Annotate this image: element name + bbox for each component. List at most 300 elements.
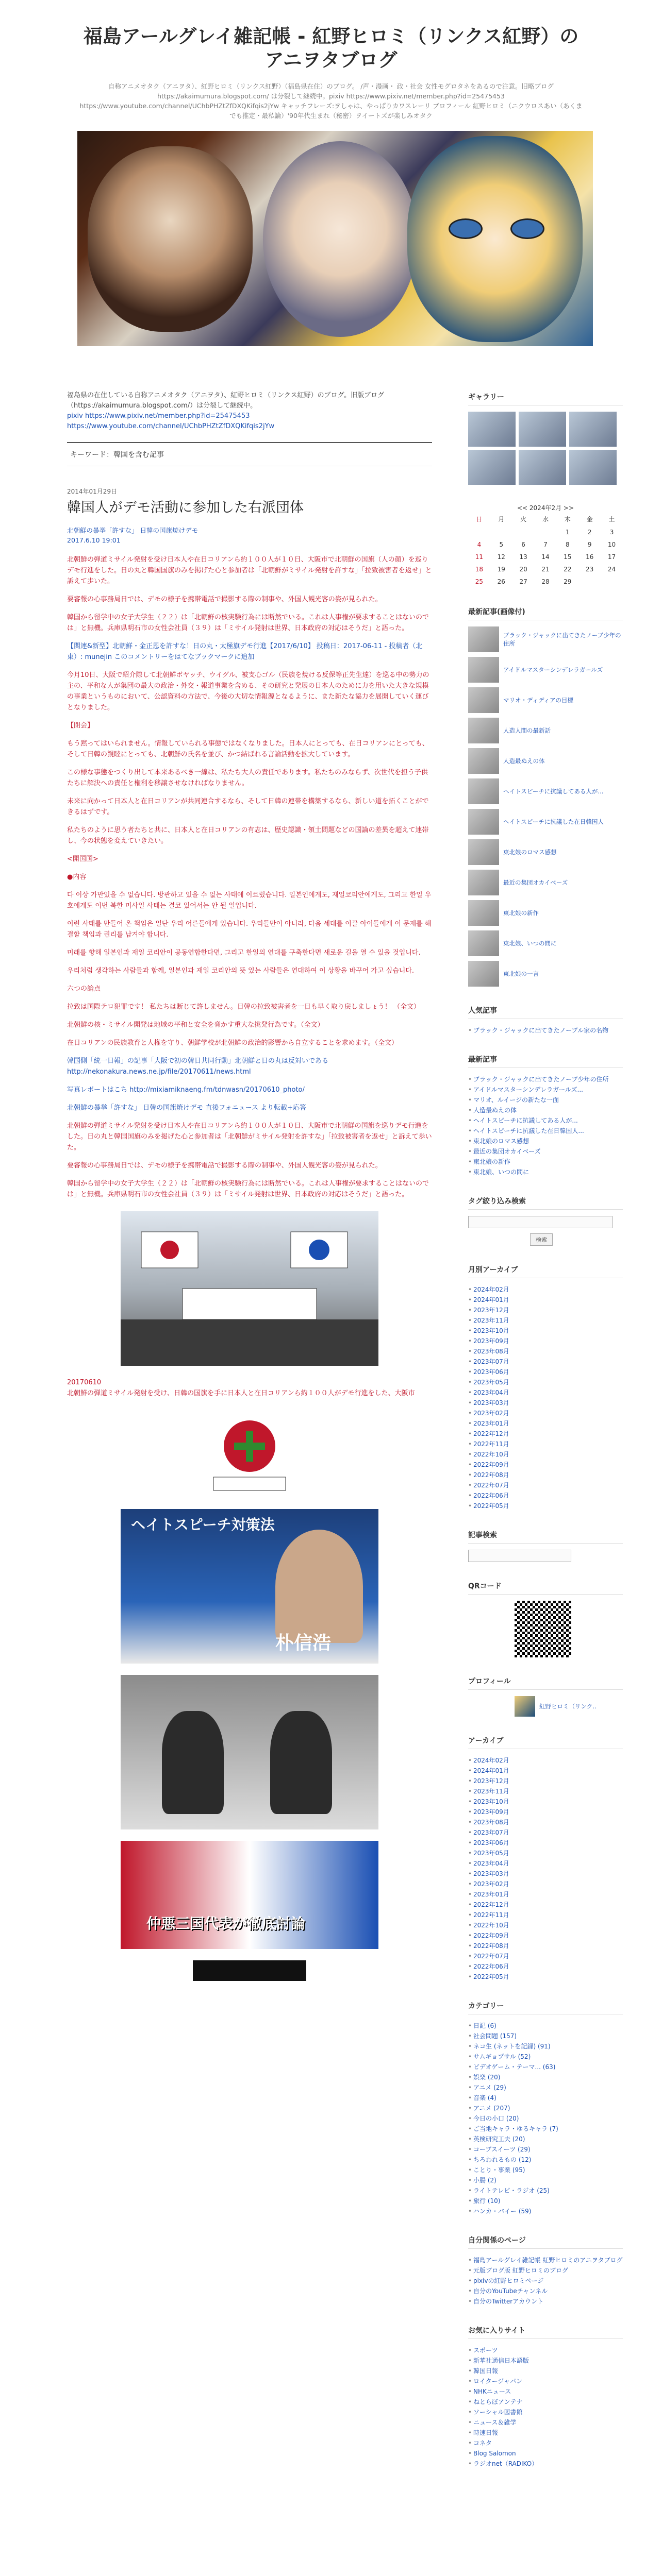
post-date: 2014年01月29日: [67, 488, 118, 495]
archive2-item[interactable]: [468, 1920, 623, 1930]
popular-link[interactable]: ブラック・ジャックに出てきたノーブル家の名物: [473, 1027, 609, 1034]
category-link[interactable]: コーブスイーツ (29): [473, 2146, 531, 2153]
favorite-item[interactable]: [468, 2376, 623, 2386]
calendar-day[interactable]: 29: [564, 578, 572, 585]
archive-item[interactable]: [468, 1408, 623, 1418]
gallery-thumb[interactable]: [468, 450, 516, 485]
recent-thumb-image[interactable]: [468, 657, 499, 683]
calendar-day[interactable]: 27: [519, 578, 527, 585]
recent-link[interactable]: 東北娘の新作: [473, 1158, 511, 1165]
category-item[interactable]: [468, 2021, 623, 2031]
recent-thumb-title[interactable]: 人造人間の最新話: [503, 727, 551, 734]
calendar-day[interactable]: 26: [497, 578, 505, 585]
favorite-item[interactable]: [468, 2438, 623, 2448]
archive2-link[interactable]: 2023年01月: [473, 1891, 509, 1898]
category-link[interactable]: 英検研究工夫 (20): [473, 2136, 525, 2143]
calendar-day[interactable]: 14: [541, 553, 550, 561]
calendar-day[interactable]: 2: [587, 529, 592, 536]
favorite-link[interactable]: 韓国日報: [473, 2367, 499, 2375]
poster-person: [275, 1530, 363, 1643]
recent-link[interactable]: アイドルマスターシンデレラガールズ...: [473, 1086, 583, 1093]
calendar-day[interactable]: 6: [521, 541, 525, 548]
favorite-link[interactable]: コネタ: [473, 2439, 492, 2447]
category-link[interactable]: 今日の小口 (20): [473, 2115, 519, 2122]
recent-item[interactable]: [468, 1136, 623, 1146]
archive2-link[interactable]: 2022年06月: [473, 1963, 509, 1970]
recent-thumb-item[interactable]: [468, 870, 623, 895]
archive-item[interactable]: [468, 1305, 623, 1315]
calendar-day[interactable]: 17: [607, 553, 616, 561]
archive2-link[interactable]: 2023年08月: [473, 1819, 509, 1826]
archive2-link[interactable]: 2022年12月: [473, 1901, 509, 1908]
calendar-day[interactable]: 15: [564, 553, 572, 561]
category-item[interactable]: [468, 2072, 623, 2082]
archive2-item[interactable]: [468, 1941, 623, 1951]
favorite-link[interactable]: Blog Salomon: [473, 2450, 516, 2457]
category-item[interactable]: [468, 2093, 623, 2103]
recent-thumb-item[interactable]: [468, 657, 623, 683]
archive2-link[interactable]: 2022年10月: [473, 1922, 509, 1929]
archive2-link[interactable]: 2022年08月: [473, 1942, 509, 1950]
recent-thumb-heading: 最新記事(画像付): [468, 606, 623, 620]
favorite-item[interactable]: [468, 2448, 623, 2459]
calendar-nav[interactable]: << 2024年2月 >>: [517, 504, 574, 512]
calendar-day[interactable]: 22: [564, 566, 572, 573]
gallery-thumb[interactable]: [519, 450, 566, 485]
calendar-day[interactable]: 16: [586, 553, 594, 561]
related-link[interactable]: 福島アールグレイ雑記帳 紅野ヒロミのアニヲタブログ: [473, 2257, 623, 2264]
archive-link[interactable]: 2023年02月: [473, 1410, 509, 1417]
search-input[interactable]: [468, 1550, 571, 1562]
post-paragraph: 다 이상 가만있을 수 없습니다. 방관하고 있을 수 없는 사태에 이르렀습니다. 일본인에게도, 재일코리안에게도, 그리고 한일 우호에게도 이번 북한 미사일 사태는 결코 있어서는 안 될 일입니다.: [67, 891, 432, 910]
calendar-day[interactable]: 12: [497, 553, 505, 561]
archive-link[interactable]: 2023年01月: [473, 1420, 509, 1427]
recent-link[interactable]: マリオ、ルイージの新たな一面: [473, 1096, 559, 1104]
archive2-item[interactable]: [468, 1972, 623, 1982]
archive2-link[interactable]: 2023年12月: [473, 1777, 509, 1785]
recent-item[interactable]: [468, 1095, 623, 1105]
recent-item[interactable]: [468, 1167, 623, 1177]
recent-thumb-item[interactable]: [468, 626, 623, 652]
category-item[interactable]: [468, 2165, 623, 2175]
favorite-link[interactable]: ニュース＆雑学: [473, 2419, 517, 2426]
archive2-item[interactable]: [468, 1961, 623, 1972]
recent-link[interactable]: 人造最ぬえの体: [473, 1107, 517, 1114]
recent-item[interactable]: [468, 1105, 623, 1115]
archive-item[interactable]: [468, 1460, 623, 1470]
recent-thumb-title[interactable]: 東北娘の一言: [503, 970, 539, 977]
calendar-day[interactable]: 18: [475, 566, 484, 573]
category-link[interactable]: ネコ生 (ネットを記録) (91): [473, 2043, 551, 2050]
category-item[interactable]: [468, 2062, 623, 2072]
post-source-date: 2017.6.10 19:01: [67, 536, 121, 544]
recent-thumb-title[interactable]: 東北娘、いつの間に: [503, 940, 557, 947]
recent-thumb-image[interactable]: [468, 748, 499, 774]
gallery-heading: ギャラリー: [468, 392, 623, 405]
archive-link[interactable]: 2024年02月: [473, 1286, 509, 1293]
archive-link[interactable]: 2022年06月: [473, 1492, 509, 1499]
recent-thumb-item[interactable]: [468, 687, 623, 713]
tag-search-button[interactable]: 検索: [530, 1233, 553, 1246]
archive-item[interactable]: [468, 1367, 623, 1377]
archive-item[interactable]: [468, 1490, 623, 1501]
archive-item[interactable]: [468, 1336, 623, 1346]
favorite-item[interactable]: [468, 2366, 623, 2376]
recent-thumb-item[interactable]: [468, 900, 623, 926]
archive-link[interactable]: 2023年12月: [473, 1307, 509, 1314]
recent-item[interactable]: [468, 1115, 623, 1126]
calendar-day: [535, 526, 557, 538]
archive2-item[interactable]: [468, 1766, 623, 1776]
recent-thumb-title[interactable]: アイドルマスターシンデレラガールズ: [503, 666, 603, 673]
favorite-item[interactable]: [468, 2355, 623, 2366]
related-item[interactable]: [468, 2255, 623, 2265]
category-item[interactable]: [468, 2082, 623, 2093]
archive2-item[interactable]: [468, 1827, 623, 1838]
post-meta: [67, 526, 432, 545]
archive2-link[interactable]: 2023年05月: [473, 1850, 509, 1857]
archive-link[interactable]: 2022年11月: [473, 1440, 509, 1448]
related-link[interactable]: 自分のTwitterアカウント: [473, 2298, 544, 2305]
post-paragraph: 北朝鮮の核・ミサイル開発は地域の平和と安全を脅かす重大な挑発行為です。（全文）: [67, 1021, 324, 1029]
recent-link[interactable]: 東北娘のロマス感想: [473, 1138, 529, 1145]
post-paragraph: 六つの論点: [67, 985, 101, 993]
category-item[interactable]: [468, 2175, 623, 2185]
recent-thumb-list: [468, 626, 623, 987]
favorite-link[interactable]: 新華社通信日本語版: [473, 2357, 529, 2364]
archive-link[interactable]: 2022年07月: [473, 1482, 509, 1489]
recent-thumb-title[interactable]: 最近の集団オカイベーズ: [503, 879, 568, 886]
archive-link[interactable]: 2023年10月: [473, 1327, 509, 1334]
category-item[interactable]: [468, 2134, 623, 2144]
category-item[interactable]: [468, 2144, 623, 2155]
avatar[interactable]: [515, 1696, 535, 1717]
gallery-section: [468, 392, 623, 485]
intro-youtube-link[interactable]: https://www.youtube.com/channel/UChbPHZtZfDXQKifqis2jYw: [67, 422, 275, 430]
calendar-day[interactable]: 19: [497, 566, 505, 573]
post-source-link[interactable]: 北朝鮮の暴挙「許すな」 日韓の国旗焼けデモ: [67, 527, 198, 534]
category-link[interactable]: サムギョプサル (52): [473, 2053, 531, 2060]
category-heading: カテゴリー: [468, 2001, 623, 2014]
favorite-item[interactable]: [468, 2407, 623, 2417]
archive2-item[interactable]: [468, 1910, 623, 1920]
tag-select[interactable]: [468, 1216, 613, 1228]
archive2-item[interactable]: [468, 1817, 623, 1827]
archive-item[interactable]: [468, 1480, 623, 1490]
favorite-item[interactable]: [468, 2459, 623, 2469]
archive2-link[interactable]: 2023年02月: [473, 1880, 509, 1888]
related-link[interactable]: 自分のYouTubeチャンネル: [473, 2287, 548, 2295]
calendar-weekday: 水: [542, 516, 549, 523]
related-item[interactable]: [468, 2296, 623, 2307]
archive-link[interactable]: 2023年06月: [473, 1368, 509, 1376]
category-item[interactable]: [468, 2052, 623, 2062]
recent-thumb-image[interactable]: [468, 626, 499, 652]
gallery-thumb[interactable]: [468, 412, 516, 447]
post-photo-demo[interactable]: [121, 1211, 378, 1366]
archive-item[interactable]: [468, 1439, 623, 1449]
archive-item[interactable]: [468, 1429, 623, 1439]
category-item[interactable]: [468, 2206, 623, 2216]
post-poster-debate[interactable]: [121, 1841, 378, 1949]
recent-thumb-item[interactable]: [468, 839, 623, 865]
favorite-item[interactable]: [468, 2417, 623, 2428]
archive2-item[interactable]: [468, 1776, 623, 1786]
archive-link[interactable]: 2024年01月: [473, 1296, 509, 1303]
gallery-thumb[interactable]: [569, 412, 617, 447]
calendar-day[interactable]: 13: [519, 553, 527, 561]
archive-item[interactable]: [468, 1357, 623, 1367]
related-link[interactable]: pixivの紅野ヒロミページ: [473, 2277, 544, 2284]
recent-thumb-image[interactable]: [468, 900, 499, 926]
recent-thumb-title[interactable]: マリオ・ディディアの目標: [503, 697, 574, 704]
recent-thumb-title[interactable]: 東北娘のロマス感想: [503, 849, 557, 856]
archive2-item[interactable]: [468, 1900, 623, 1910]
recent-item[interactable]: [468, 1126, 623, 1136]
recent-thumb-image[interactable]: [468, 687, 499, 713]
category-link[interactable]: 小腸 (2): [473, 2177, 496, 2184]
post-link-paragraph[interactable]: 写真レポートはこち http://mixiamiknaeng.fm/tdnwasn/20170610_photo/: [67, 1086, 305, 1094]
archive2-link[interactable]: 2022年11月: [473, 1911, 509, 1919]
post-logo-image[interactable]: [198, 1410, 301, 1498]
archive2-link[interactable]: 2024年02月: [473, 1757, 509, 1764]
category-item[interactable]: [468, 2103, 623, 2113]
archive2-item[interactable]: [468, 1838, 623, 1848]
calendar-day[interactable]: 28: [541, 578, 550, 585]
archive2-item[interactable]: [468, 1786, 623, 1797]
archive-link[interactable]: 2023年11月: [473, 1317, 509, 1324]
recent-thumb-item[interactable]: [468, 778, 623, 804]
calendar-weekday: 土: [608, 516, 615, 523]
poster-name: 朴信浩: [275, 1633, 332, 1654]
favorite-item[interactable]: [468, 2345, 623, 2355]
archive-link[interactable]: 2023年03月: [473, 1399, 509, 1406]
calendar-day[interactable]: 9: [587, 541, 592, 548]
archive-link[interactable]: 2022年05月: [473, 1502, 509, 1510]
category-link[interactable]: ライトテレビ・ラジオ (25): [473, 2187, 550, 2194]
favorite-link[interactable]: 時速日報: [473, 2429, 499, 2436]
calendar-day[interactable]: 1: [565, 529, 570, 536]
category-link[interactable]: 社会問題 (157): [473, 2032, 517, 2040]
favorite-link[interactable]: ソーシャル図書館: [473, 2409, 523, 2416]
blog-title[interactable]: 福島アールグレイ雑記帳 - 紅野ヒロミ（リンクス紅野）のアニヲタブログ: [83, 25, 579, 71]
category-item[interactable]: [468, 2124, 623, 2134]
related-item[interactable]: [468, 2265, 623, 2276]
calendar-day[interactable]: 25: [475, 578, 484, 585]
archive-item[interactable]: [468, 1501, 623, 1511]
archive-link[interactable]: 2022年08月: [473, 1471, 509, 1479]
post-paragraph: 미래를 향해 일본인과 재일 코리안이 공동연합한다면, 그리고 한일의 연대를 구축한다면 새로운 길을 열 수 있을 것입니다.: [67, 949, 421, 957]
post-title[interactable]: 韓国人がデモ活動に参加した右派団体: [67, 500, 304, 516]
recent-thumb-image[interactable]: [468, 809, 499, 835]
archive-item[interactable]: [468, 1470, 623, 1480]
archive2-link[interactable]: 2023年07月: [473, 1829, 509, 1836]
category-item[interactable]: [468, 2113, 623, 2124]
category-link[interactable]: 娯楽 (20): [473, 2074, 501, 2081]
category-link[interactable]: ハンカ・バイー (59): [473, 2208, 532, 2215]
post-paragraph: <開国国>: [67, 855, 98, 863]
related-heading: 自分関係のページ: [468, 2235, 623, 2249]
archive2-item[interactable]: [468, 1797, 623, 1807]
favorite-link[interactable]: ロイタージャパン: [473, 2378, 523, 2385]
category-link[interactable]: ちろわれるもの (12): [473, 2156, 532, 2163]
archive-link[interactable]: 2023年05月: [473, 1379, 509, 1386]
archive-item[interactable]: [468, 1398, 623, 1408]
search-section: [468, 1530, 623, 1562]
recent-item[interactable]: [468, 1084, 623, 1095]
archive-link[interactable]: 2023年07月: [473, 1358, 509, 1365]
recent-link[interactable]: ヘイトスピーチに抗議した在日韓国人...: [473, 1127, 584, 1134]
category-link[interactable]: ご当地キャラ・ゆるキャラ (7): [473, 2125, 558, 2132]
archive2-link[interactable]: 2022年09月: [473, 1932, 509, 1939]
category-link[interactable]: ビデオゲーム・テーマ... (63): [473, 2063, 556, 2071]
archive2-item[interactable]: [468, 1869, 623, 1879]
recent-section: [468, 1054, 623, 1177]
calendar-weekday: 金: [586, 516, 593, 523]
archive2-link[interactable]: 2023年10月: [473, 1798, 509, 1805]
favorite-list: [468, 2345, 623, 2469]
archive2-link[interactable]: 2023年11月: [473, 1788, 509, 1795]
blog-intro: [67, 355, 432, 432]
archive-item[interactable]: [468, 1326, 623, 1336]
archive2-item[interactable]: [468, 1879, 623, 1889]
recent-thumb-image[interactable]: [468, 718, 499, 743]
recent-thumb-title[interactable]: ヘイトスピーチに抗議した在日韓国人: [503, 818, 604, 825]
archive-item[interactable]: [468, 1449, 623, 1460]
calendar-day[interactable]: 4: [477, 541, 482, 548]
archive2-link[interactable]: 2024年01月: [473, 1767, 509, 1774]
archive2-link[interactable]: 2023年03月: [473, 1870, 509, 1877]
category-link[interactable]: ことり・事業 (95): [473, 2166, 525, 2174]
recent-thumb-image[interactable]: [468, 930, 499, 956]
calendar-day[interactable]: 20: [519, 566, 527, 573]
recent-thumb-item[interactable]: [468, 718, 623, 743]
calendar-day[interactable]: 11: [475, 553, 484, 561]
category-item[interactable]: [468, 2041, 623, 2052]
popular-item[interactable]: [468, 1025, 623, 1036]
archive-link[interactable]: 2022年12月: [473, 1430, 509, 1437]
recent-item[interactable]: [468, 1074, 623, 1084]
favorite-link[interactable]: ラジオnet（RADIKO）: [473, 2460, 538, 2467]
archive2-link[interactable]: 2023年06月: [473, 1839, 509, 1846]
archive-item[interactable]: [468, 1377, 623, 1387]
archive2-item[interactable]: [468, 1755, 623, 1766]
archive2-link[interactable]: 2022年07月: [473, 1953, 509, 1960]
recent-thumb-title[interactable]: ブラック・ジャックに出てきたノーブ少年の住所: [503, 632, 621, 647]
recent-thumb-item[interactable]: [468, 809, 623, 835]
archive2-link[interactable]: 2023年04月: [473, 1860, 509, 1867]
photo-caption: 北朝鮮の弾道ミサイル発射を受け、日韓の国旗を手に日本人と在日コリアンら約１００人がデモ行進をした、大阪市: [67, 1389, 415, 1397]
category-item[interactable]: [468, 2155, 623, 2165]
calendar-day[interactable]: 3: [609, 529, 614, 536]
recent-item[interactable]: [468, 1146, 623, 1157]
related-link[interactable]: 元版ブログ版 紅野ヒロミのブログ: [473, 2267, 568, 2274]
archive2-item[interactable]: [468, 1858, 623, 1869]
archive-item[interactable]: [468, 1284, 623, 1295]
calendar-day[interactable]: 21: [541, 566, 550, 573]
category-item[interactable]: [468, 2185, 623, 2196]
favorite-item[interactable]: [468, 2397, 623, 2407]
post-poster-hate-speech[interactable]: [121, 1509, 378, 1664]
archive2-item[interactable]: [468, 1930, 623, 1941]
calendar-day[interactable]: 24: [607, 566, 616, 573]
category-link[interactable]: 日記 (6): [473, 2022, 496, 2029]
category-item[interactable]: [468, 2031, 623, 2041]
recent-thumb-title[interactable]: 東北娘の新作: [503, 909, 539, 917]
recent-thumb-title[interactable]: 人造最ぬえの体: [503, 757, 545, 765]
archive-link[interactable]: 2022年10月: [473, 1451, 509, 1458]
category-link[interactable]: アニメ (207): [473, 2105, 510, 2112]
archive-link[interactable]: 2022年09月: [473, 1461, 509, 1468]
archive-link[interactable]: 2023年04月: [473, 1389, 509, 1396]
archive-link[interactable]: 2023年09月: [473, 1337, 509, 1345]
gallery-thumb[interactable]: [519, 412, 566, 447]
category-link[interactable]: 音楽 (4): [473, 2094, 496, 2102]
archive2-item[interactable]: [468, 1951, 623, 1961]
archive2-item[interactable]: [468, 1848, 623, 1858]
calendar-day[interactable]: 8: [565, 541, 570, 548]
related-item[interactable]: [468, 2286, 623, 2296]
favorite-item[interactable]: [468, 2386, 623, 2397]
profile-name-link[interactable]: 紅野ヒロミ（リンク..: [539, 1703, 597, 1710]
recent-thumb-item[interactable]: [468, 930, 623, 956]
recent-link[interactable]: 最近の集団オカイベーズ: [473, 1148, 541, 1155]
gallery-thumb[interactable]: [569, 450, 617, 485]
archive-item[interactable]: [468, 1315, 623, 1326]
post-paragraph: 【関連&新型】北朝鮮・金正恩を許すな！日の丸・太極旗デモ行進【2017/6/10】 投稿日：2017-06-11 - 投稿者（北東）: munejin このコメントリーをはてなブックマークに追加: [67, 642, 423, 661]
post-link-paragraph[interactable]: 韓国側「統一日報」の記事「大阪で初の韓日共同行動」北朝鮮と日の丸は反対いである http://nekonakura.news.ne.jp/file/20170611/news.html: [67, 1057, 329, 1076]
recent-link[interactable]: ヘイトスピーチに抗議してある人が...: [473, 1117, 578, 1124]
archive-item[interactable]: [468, 1387, 623, 1398]
favorite-link[interactable]: ねとらぼアンテナ: [473, 2398, 523, 2405]
recent-thumb-image[interactable]: [468, 961, 499, 987]
archive-item[interactable]: [468, 1295, 623, 1305]
recent-link[interactable]: 東北娘、いつの間に: [473, 1168, 529, 1176]
recent-item[interactable]: [468, 1157, 623, 1167]
category-link[interactable]: 旅行 (10): [473, 2197, 501, 2205]
post-small-banner[interactable]: [193, 1960, 306, 1981]
favorite-link[interactable]: NHKニュース: [473, 2388, 511, 2395]
archive2-item[interactable]: [468, 1889, 623, 1900]
recent-thumb-title[interactable]: ヘイトスピーチに抗議してある人が...: [503, 788, 604, 795]
recent-thumb-image[interactable]: [468, 778, 499, 804]
calendar-day[interactable]: 5: [499, 541, 504, 548]
recent-thumb-image[interactable]: [468, 870, 499, 895]
archive-item[interactable]: [468, 1346, 623, 1357]
category-item[interactable]: [468, 2196, 623, 2206]
calendar-day[interactable]: 23: [586, 566, 594, 573]
calendar-day[interactable]: 7: [543, 541, 548, 548]
demo-scene-icon: [121, 1211, 378, 1366]
favorite-link[interactable]: スポーツ: [473, 2347, 498, 2354]
related-item[interactable]: [468, 2276, 623, 2286]
archive-item[interactable]: [468, 1418, 623, 1429]
archive2-link[interactable]: 2022年05月: [473, 1973, 509, 1980]
recent-thumb-item[interactable]: [468, 748, 623, 774]
intro-pixiv-link[interactable]: pixiv https://www.pixiv.net/member.php?id=25475453: [67, 412, 250, 420]
archive2-link[interactable]: 2023年09月: [473, 1808, 509, 1816]
archive2-list: [468, 1755, 623, 1982]
recent-link[interactable]: ブラック・ジャックに出てきたノーブ少年の住所: [473, 1076, 609, 1083]
category-link[interactable]: アニメ (29): [473, 2084, 506, 2091]
post-photo-panel[interactable]: [121, 1675, 378, 1829]
archive-link[interactable]: 2023年08月: [473, 1348, 509, 1355]
calendar-day[interactable]: 10: [607, 541, 616, 548]
favorite-item[interactable]: [468, 2428, 623, 2438]
recent-thumb-image[interactable]: [468, 839, 499, 865]
archive2-item[interactable]: [468, 1807, 623, 1817]
recent-thumb-item[interactable]: [468, 961, 623, 987]
